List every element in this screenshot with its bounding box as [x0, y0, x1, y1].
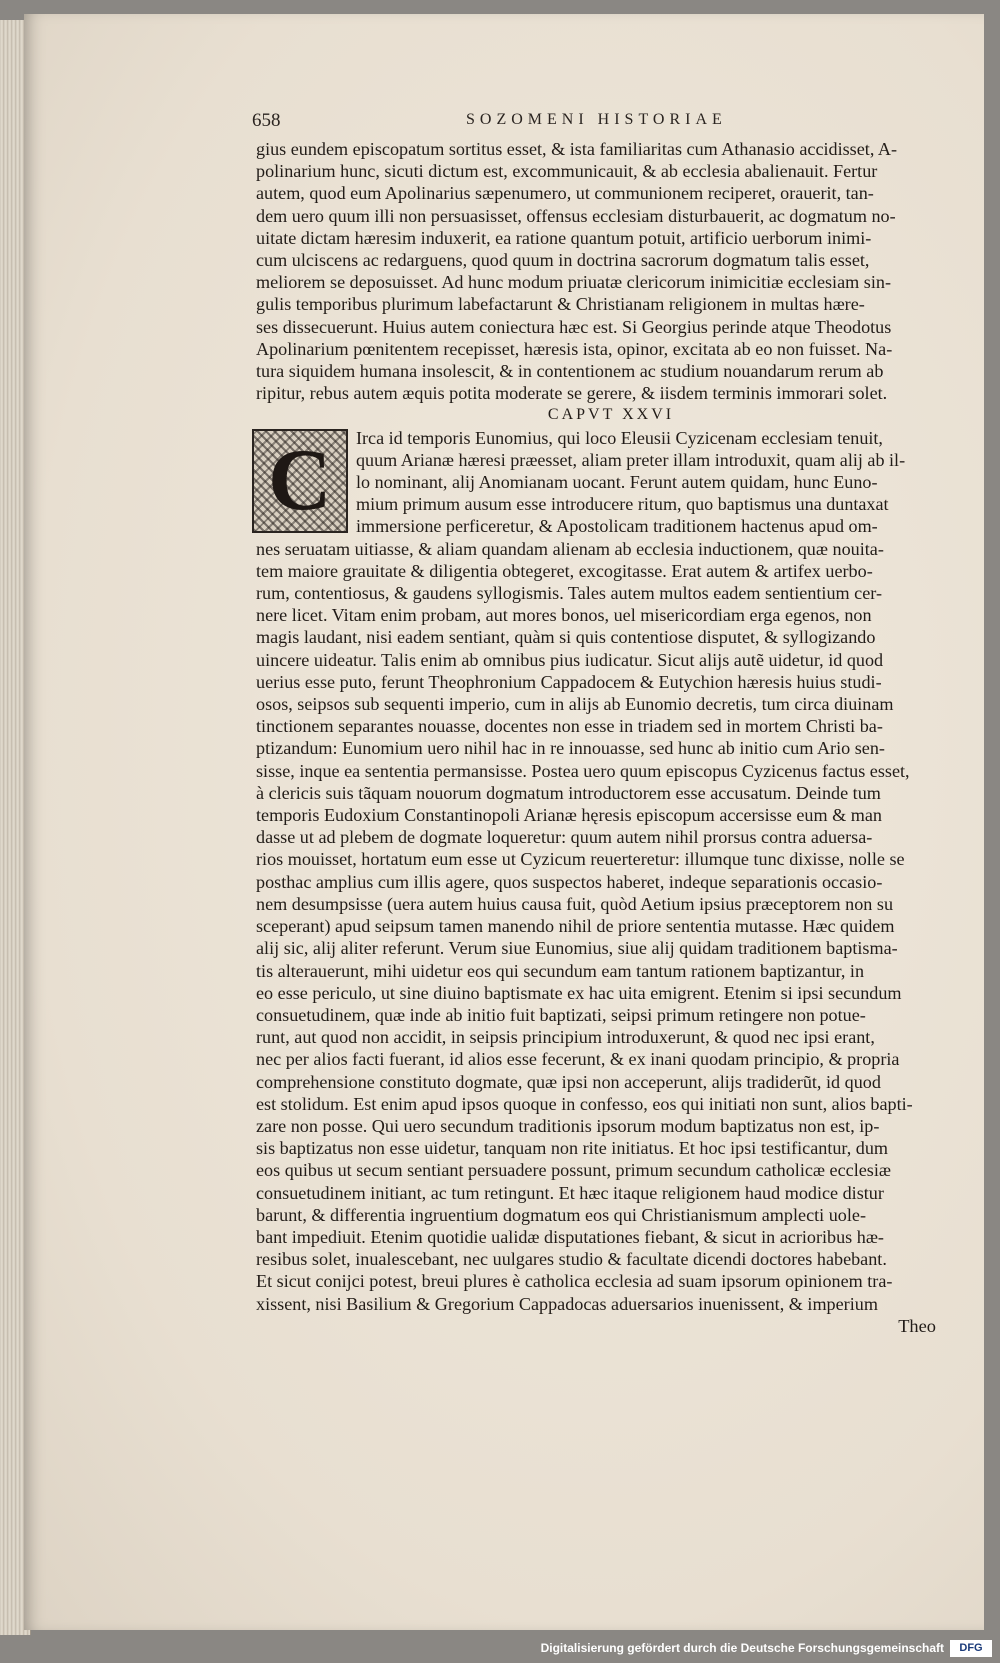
text-line: ptizandum: Eunomium uero nihil hac in re innouasse, sed hunc ab initio cum Ario sen- [256, 738, 885, 759]
text-line: ripitur, rebus autem æquis potita moderate se gerere, & iisdem terminis immorari solet. [256, 383, 888, 404]
text-line: runt, aut quod non accidit, in seipsis principium introduxerunt, & quod nec ipsi erant, [256, 1027, 875, 1048]
text-line: Apolinarium pœnitentem recepisset, hæresis ista, opinor, excitata ab eo non fuisset. Na- [256, 338, 893, 359]
digitization-footer [0, 1635, 1000, 1663]
text-block-after [256, 538, 966, 1315]
text-line: polinarium hunc, sicuti dictum est, excommunicauit, & ab ecclesia abalienauit. Fertur [256, 161, 878, 182]
text-line: rios mouisset, hortatum eum esse ut Cyzicum reuerteretur: illumque tunc dixisse, nolle se [256, 849, 905, 870]
initial-text-line: Irca id temporis Eunomius, qui loco Eleusii Cyzicenam ecclesiam tenuit, [356, 427, 883, 448]
text-line: resibus solet, inualescebant, nec uulgares studio & facultate dicendi doctores habebant. [256, 1249, 887, 1270]
dfg-logo[interactable]: DFG [950, 1640, 992, 1657]
text-line: alij sic, alij aliter referunt. Verum siue Eunomius, siue alij quidam traditionem baptisma- [256, 938, 898, 959]
decorated-initial [252, 429, 348, 533]
text-line: bant impediuit. Etenim quotidie ualidæ disputationes fiebant, & sicut in acrioribus hæ- [256, 1226, 884, 1247]
text-line: uerius esse puto, ferunt Theophronium Cappadocem & Eutychion hæresis huius studi- [256, 671, 882, 692]
catchword: Theo [898, 1315, 936, 1336]
text-line: barunt, & differentia ingruentium dogmatum eos qui Christianismum amplecti uole- [256, 1204, 866, 1225]
text-line: zare non posse. Qui uero secundum traditionis ipsorum modum baptizatus non est, ip- [256, 1115, 880, 1136]
footer-credit: Digitalisierung gefördert durch die Deutsche Forschungsgemeinschaft [540, 1641, 944, 1655]
initial-text-line: lo nominant, alij Anomianam uocant. Ferunt autem quidam, hunc Euno- [356, 472, 878, 493]
text-line: sceperant) apud seipsum tamen manendo nihil de priore sententia mutasse. Hæc quidem [256, 916, 895, 937]
initial-paragraph [256, 427, 966, 538]
text-line: meliorem se deposuisset. Ad hunc modum priuatæ clericorum inimicitiæ ecclesiam sin- [256, 272, 891, 293]
body-text [256, 138, 966, 1337]
text-line: dasse ut ad plebem de dogmate loqueretur: quum autem nihil prorsus contra aduersa- [256, 827, 873, 848]
text-line: magis laudant, nisi eadem sentiant, quàm si quis contentiose disputet, & syllogizando [256, 627, 876, 648]
text-line: tis alterauerunt, mihi uidetur eos qui secundum eam tantum rationem baptizantur, in [256, 960, 865, 981]
initial-text-line: mium primum ausum esse introducere ritum, quo baptismus una duntaxat [356, 494, 889, 515]
text-line: sis baptizatus non esse uidetur, tanquam non rite initiatus. Et hoc ipsi testificantur, dum [256, 1138, 889, 1159]
running-title: SOZOMENI HISTORIAE [466, 111, 727, 128]
initial-text-line: quum Arianæ hæresi præesset, aliam preter illam introduxit, quam alij ab il- [356, 449, 906, 470]
text-line: autem, quod eum Apolinarius sæpenumero, ut communionem reciperet, orauerit, tan- [256, 183, 874, 204]
text-block-initial [256, 427, 966, 538]
text-line: ses dissecuerunt. Huius autem coniectura hæc est. Si Georgius perinde atque Theodotus [256, 316, 892, 337]
text-line: eos quibus ut secum sentiant persuadere possunt, primum secundum catholicæ ecclesiæ [256, 1160, 891, 1181]
initial-letter: C [268, 431, 332, 529]
text-line: rum, contentiosus, & gaudens syllogismis. Tales autem multos eadem sentientium cer- [256, 583, 882, 604]
text-line: uitate dictam hæresim induxerit, ea ratione quantum potuit, artificio uerborum inimi- [256, 227, 872, 248]
text-line: tinctionem separantes nouasse, docentes non esse in triadem sed in mortem Christi ba- [256, 716, 883, 737]
text-line: gius eundem episcopatum sortitus esset, & ista familiaritas cum Athanasio accidisset, A- [256, 139, 898, 159]
text-line: consuetudinem, quæ inde ab initio fuit baptizati, seipsi primum retingere non potue- [256, 1004, 866, 1025]
text-line: nere licet. Vitam enim probam, aut mores bonos, uel misericordiam erga egenos, non [256, 605, 872, 626]
text-line: comprehensione constituto dogmate, quæ ipsi non acceperunt, alijs tradiderũt, id quod [256, 1071, 881, 1092]
chapter-heading: CAPVT XXVI [547, 406, 675, 424]
text-line: à clericis suis tãquam nouorum dogmatum introductorem esse accusatum. Deinde tum [256, 782, 881, 803]
text-line: consuetudinem initiant, ac tum retingunt. Et hæc itaque religionem haud modice distur [256, 1182, 884, 1203]
text-line: nem desumpsisse (uera autem huius causa fuit, quòd Aetium ipsius præceptorem non su [256, 893, 894, 914]
page-number: 658 [252, 110, 281, 131]
text-line: eo esse periculo, ut sine diuino baptismate ex hac uita emigrent. Etenim si ipsi secundum [256, 982, 902, 1003]
initial-text-line: immersione perficeretur, & Apostolicam traditionem hactenus apud om- [356, 516, 878, 537]
text-line: posthac amplius cum illis agere, quos suspectos haberet, indeque separationis occasio- [256, 871, 883, 892]
text-line: dem uero quum illi non persuasisset, offensus ecclesiam disturbauerit, ac dogmatum no- [256, 205, 896, 226]
text-line: tem maiore grauitate & diligentia obtegeret, excogitasse. Erat autem & artifex uerbo- [256, 560, 873, 581]
text-line: xissent, nisi Basilium & Gregorium Cappadocas aduersarios inuenissent, & imperium [256, 1293, 878, 1314]
text-line: sisse, inque ea sententia permansisse. Postea uero quum episcopus Cyzicenus factus esset, [256, 760, 910, 781]
text-line: Et sicut conijci potest, breui plures è catholica ecclesia ad suam ipsorum opinionem tra- [256, 1271, 893, 1292]
text-line: est stolidum. Est enim apud ipsos quoque in confesso, eos qui initiati non sunt, alios bapti- [256, 1093, 913, 1114]
text-line: temporis Eudoxium Constantinopoli Arianæ hęresis episcopum accersisse eum & man [256, 805, 882, 826]
text-line: gulis temporibus plurimum labefactarunt & Christianam religionem in multas hære- [256, 294, 865, 315]
text-block-before [256, 138, 966, 404]
text-line: tura siquidem humana insolescit, & in contentionem ac studium nouandarum rerum ab [256, 361, 884, 382]
text-line: cum ulciscens ac redarguens, quod quum in doctrina sacrorum dogmatum talis esset, [256, 250, 870, 271]
text-line: nes seruatam uitiasse, & aliam quandam alienam ab ecclesia inductionem, quæ nouita- [256, 538, 884, 559]
text-line: uincere uideatur. Talis enim ab omnibus pius iudicatur. Sicut alijs autẽ uidetur, id quod [256, 649, 884, 670]
text-line: nec per alios facti fuerant, id alios esse fecerunt, & ex inani quodam principio, & propria [256, 1049, 900, 1070]
text-line: osos, seipsos sub sequenti imperio, cum in alijs ab Eunomio decretis, tum circa diuinam [256, 694, 894, 715]
